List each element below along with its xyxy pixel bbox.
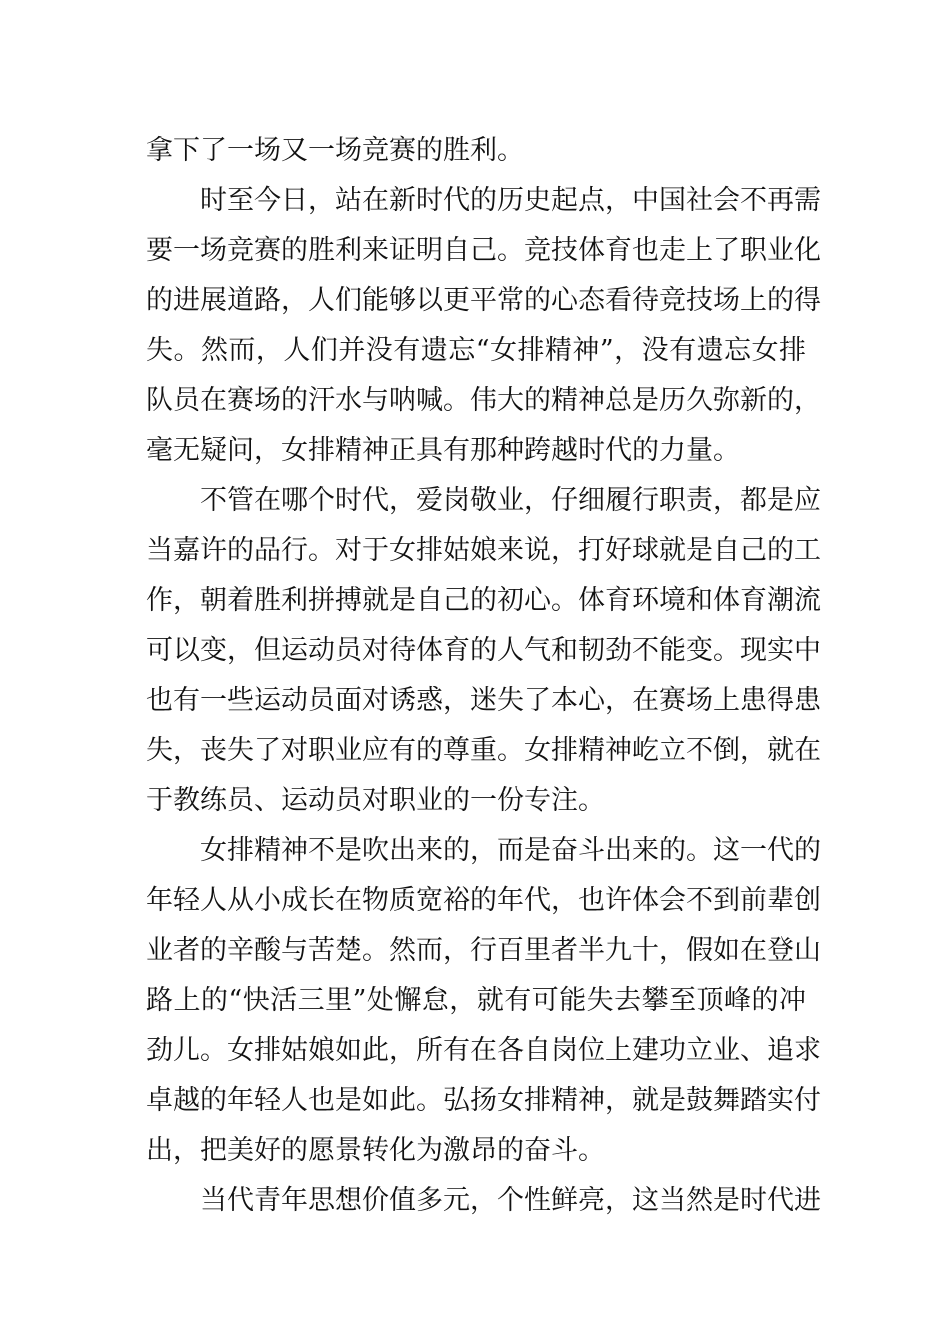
text-line: 当嘉许的品行。对于女排姑娘来说，打好球就是自己的工: [146, 535, 821, 566]
text-line: 作，朝着胜利拼搏就是自己的初心。体育环境和体育潮流: [146, 585, 821, 616]
text-line: 要一场竞赛的胜利来证明自己。竞技体育也走上了职业化: [146, 235, 821, 266]
text-line: 劲儿。女排姑娘如此，所有在各自岗位上建功立业、追求: [146, 1035, 821, 1066]
text-line: 女排精神不是吹出来的，而是奋斗出来的。这一代的: [200, 835, 821, 866]
text-line: 的进展道路，人们能够以更平常的心态看待竞技场上的得: [146, 285, 821, 316]
text-line: 出，把美好的愿景转化为激昂的奋斗。: [146, 1135, 605, 1166]
text-line: 路上的“快活三里”处懈怠，就有可能失去攀至顶峰的冲: [146, 985, 806, 1016]
text-line: 不管在哪个时代，爱岗敬业，仔细履行职责，都是应: [200, 485, 821, 516]
text-line: 业者的辛酸与苦楚。然而，行百里者半九十，假如在登山: [146, 935, 821, 966]
text-line: 也有一些运动员面对诱惑，迷失了本心，在赛场上患得患: [146, 685, 821, 716]
text-line: 毫无疑问，女排精神正具有那种跨越时代的力量。: [146, 435, 740, 466]
text-line: 失，丧失了对职业应有的尊重。女排精神屹立不倒，就在: [146, 735, 821, 766]
text-line: 队员在赛场的汗水与呐喊。伟大的精神总是历久弥新的，: [146, 385, 821, 416]
text-line: 失。然而，人们并没有遗忘“女排精神”，没有遗忘女排: [146, 335, 806, 366]
text-line: 当代青年思想价值多元，个性鲜亮，这当然是时代进: [200, 1185, 821, 1216]
text-line: 于教练员、运动员对职业的一份专注。: [146, 785, 605, 816]
text-line: 拿下了一场又一场竞赛的胜利。: [146, 135, 524, 166]
text-line: 卓越的年轻人也是如此。弘扬女排精神，就是鼓舞踏实付: [146, 1085, 821, 1116]
text-line: 可以变，但运动员对待体育的人气和韧劲不能变。现实中: [146, 635, 821, 666]
body-text: [146, 126, 821, 1226]
text-line: 时至今日，站在新时代的历史起点，中国社会不再需: [200, 185, 821, 216]
text-line: 年轻人从小成长在物质宽裕的年代，也许体会不到前辈创: [146, 885, 821, 916]
